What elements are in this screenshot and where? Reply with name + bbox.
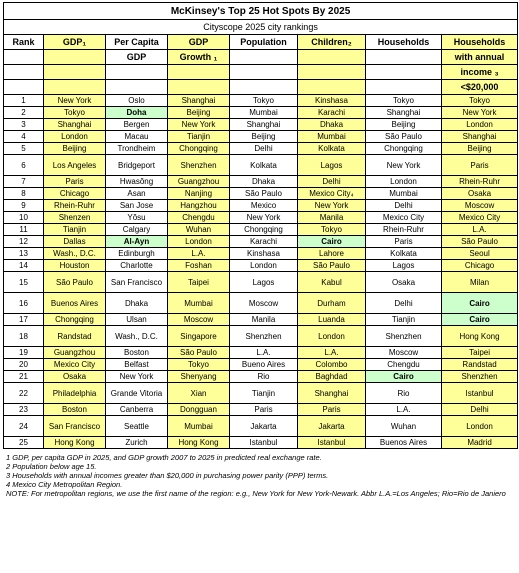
- header-cell: income ₃: [442, 65, 518, 80]
- city-cell: San Francisco: [106, 272, 168, 293]
- city-cell: Nanjing: [168, 188, 230, 200]
- header-cell: Households: [366, 35, 442, 50]
- city-cell: Shenyang: [168, 371, 230, 383]
- city-cell: Cairo: [366, 371, 442, 383]
- city-cell: Rhein-Ruhr: [442, 176, 518, 188]
- city-cell: Guangzhou: [44, 347, 106, 359]
- rank-cell: 7: [4, 176, 44, 188]
- table-row: [4, 188, 518, 200]
- city-cell: Wash., D.C.: [44, 248, 106, 260]
- city-cell: São Paulo: [230, 188, 298, 200]
- city-cell: Boston: [44, 404, 106, 416]
- table-row: [4, 326, 518, 347]
- city-cell: Jakarta: [298, 416, 366, 437]
- city-cell: L.A.: [366, 404, 442, 416]
- city-cell: Kinshasa: [298, 95, 366, 107]
- city-cell: Milan: [442, 272, 518, 293]
- city-cell: Shenzhen: [168, 155, 230, 176]
- city-cell: L.A.: [230, 347, 298, 359]
- city-cell: Dhaka: [298, 119, 366, 131]
- header-cell: [4, 80, 44, 95]
- table-row: [4, 437, 518, 449]
- city-cell: Chicago: [44, 188, 106, 200]
- rank-cell: 14: [4, 260, 44, 272]
- city-cell: Shenzen: [44, 212, 106, 224]
- table-row: [4, 155, 518, 176]
- city-cell: Doha: [106, 107, 168, 119]
- table-row: [4, 260, 518, 272]
- table-row: [4, 143, 518, 155]
- city-cell: Istanbul: [298, 437, 366, 449]
- table-row: [4, 176, 518, 188]
- city-cell: Wuhan: [366, 416, 442, 437]
- city-cell: Foshan: [168, 260, 230, 272]
- table-row: [4, 200, 518, 212]
- city-cell: Macau: [106, 131, 168, 143]
- rank-cell: 19: [4, 347, 44, 359]
- city-cell: Buenos Aires: [44, 293, 106, 314]
- table-row: [4, 416, 518, 437]
- rank-cell: 11: [4, 224, 44, 236]
- city-cell: Tianjin: [168, 131, 230, 143]
- city-cell: Delhi: [442, 404, 518, 416]
- city-cell: Dhaka: [106, 293, 168, 314]
- footnote: NOTE: For metropolitan regions, we use the first name of the region: e.g., New York for New York-Newark. Abbr L.A.=Los Angeles; Rio=Rio de Janiero: [6, 489, 506, 498]
- header-cell: Population: [230, 35, 298, 50]
- city-cell: Mexico City₄: [298, 188, 366, 200]
- header-cell: GDP: [168, 35, 230, 50]
- city-cell: Hong Kong: [442, 326, 518, 347]
- header-cell: [106, 80, 168, 95]
- city-cell: Paris: [44, 176, 106, 188]
- city-cell: Tianjin: [44, 224, 106, 236]
- city-cell: Rio: [230, 371, 298, 383]
- header-cell: GDP: [106, 50, 168, 65]
- city-cell: Beijing: [230, 131, 298, 143]
- city-cell: Delhi: [366, 200, 442, 212]
- header-cell: [4, 50, 44, 65]
- city-cell: L.A.: [298, 347, 366, 359]
- city-cell: Seoul: [442, 248, 518, 260]
- city-cell: Asan: [106, 188, 168, 200]
- header-row: [4, 35, 518, 50]
- city-cell: San Jose: [106, 200, 168, 212]
- city-cell: Tokyo: [168, 359, 230, 371]
- table-subtitle: Cityscope 2025 city rankings: [4, 20, 518, 35]
- header-cell: [298, 50, 366, 65]
- header-cell: [366, 50, 442, 65]
- city-cell: Shanghai: [298, 383, 366, 404]
- footnote: 3 Households with annual incomes greater than $20,000 in purchasing power parity (PPP) terms.: [6, 471, 329, 480]
- rank-cell: 22: [4, 383, 44, 404]
- header-cell: [4, 65, 44, 80]
- city-cell: Hangzhou: [168, 200, 230, 212]
- city-cell: Cairo: [442, 314, 518, 326]
- city-cell: Tokyo: [230, 95, 298, 107]
- city-cell: Mumbai: [168, 293, 230, 314]
- city-cell: London: [44, 131, 106, 143]
- city-cell: Xian: [168, 383, 230, 404]
- city-cell: Kolkata: [366, 248, 442, 260]
- city-cell: Chongqing: [168, 143, 230, 155]
- city-cell: Manila: [230, 314, 298, 326]
- city-cell: Rio: [366, 383, 442, 404]
- city-cell: Chongqing: [230, 224, 298, 236]
- city-cell: Philadelphia: [44, 383, 106, 404]
- header-cell: [230, 65, 298, 80]
- city-cell: Grande Vitoria: [106, 383, 168, 404]
- city-cell: Edinburgh: [106, 248, 168, 260]
- city-cell: Karachi: [230, 236, 298, 248]
- table-row: [4, 236, 518, 248]
- city-cell: Guangzhou: [168, 176, 230, 188]
- city-cell: Shanghai: [230, 119, 298, 131]
- rank-cell: 18: [4, 326, 44, 347]
- header-cell: [366, 65, 442, 80]
- city-cell: Dallas: [44, 236, 106, 248]
- header-cell: [106, 65, 168, 80]
- city-cell: New York: [168, 119, 230, 131]
- city-cell: Tokyo: [442, 95, 518, 107]
- header-cell: [230, 50, 298, 65]
- city-cell: Moscow: [442, 200, 518, 212]
- city-cell: Osaka: [366, 272, 442, 293]
- header-cell: Growth ₁: [168, 50, 230, 65]
- city-cell: Trondheim: [106, 143, 168, 155]
- header-cell: [230, 80, 298, 95]
- city-cell: Hong Kong: [168, 437, 230, 449]
- header-cell: Rank: [4, 35, 44, 50]
- city-cell: São Paulo: [44, 272, 106, 293]
- city-cell: Chicago: [442, 260, 518, 272]
- city-cell: London: [442, 416, 518, 437]
- header-cell: [168, 80, 230, 95]
- city-cell: New York: [442, 107, 518, 119]
- city-cell: Cairo: [442, 293, 518, 314]
- city-cell: Los Angeles: [44, 155, 106, 176]
- city-cell: San Francisco: [44, 416, 106, 437]
- city-cell: London: [366, 176, 442, 188]
- spreadsheet: [3, 2, 517, 498]
- city-cell: Tokyo: [44, 107, 106, 119]
- city-cell: Shanghai: [366, 107, 442, 119]
- city-cell: L.A.: [168, 248, 230, 260]
- city-cell: Charlotte: [106, 260, 168, 272]
- city-cell: São Paulo: [168, 347, 230, 359]
- header-cell: Children₂: [298, 35, 366, 50]
- city-cell: Kabul: [298, 272, 366, 293]
- footnote: 1 GDP, per capita GDP in 2025, and GDP growth 2007 to 2025 in predicted real exchange rate.: [6, 453, 322, 462]
- rank-cell: 17: [4, 314, 44, 326]
- rank-cell: 2: [4, 107, 44, 119]
- table-row: [4, 212, 518, 224]
- city-cell: Paris: [442, 155, 518, 176]
- table-title: McKinsey's Top 25 Hot Spots By 2025: [4, 3, 518, 20]
- rank-cell: 25: [4, 437, 44, 449]
- city-cell: Houston: [44, 260, 106, 272]
- rank-cell: 1: [4, 95, 44, 107]
- city-cell: Luanda: [298, 314, 366, 326]
- table-row: [4, 119, 518, 131]
- city-cell: São Paulo: [298, 260, 366, 272]
- city-cell: Yŏsu: [106, 212, 168, 224]
- table-row: [4, 383, 518, 404]
- table-row: [4, 359, 518, 371]
- city-cell: Singapore: [168, 326, 230, 347]
- table-row: [4, 224, 518, 236]
- rank-cell: 4: [4, 131, 44, 143]
- header-cell: [44, 80, 106, 95]
- header-cell: [298, 65, 366, 80]
- city-cell: Lahore: [298, 248, 366, 260]
- city-cell: New York: [44, 95, 106, 107]
- city-cell: Kolkata: [298, 143, 366, 155]
- city-cell: Tokyo: [298, 224, 366, 236]
- header-cell: <$20,000: [442, 80, 518, 95]
- city-cell: Taipei: [442, 347, 518, 359]
- city-cell: Chengdu: [366, 359, 442, 371]
- city-cell: Mexico City: [442, 212, 518, 224]
- city-cell: Wuhan: [168, 224, 230, 236]
- city-cell: Tianjin: [366, 314, 442, 326]
- footnote: 4 Mexico City Metropolitan Region.: [6, 480, 123, 489]
- header-cell: [44, 65, 106, 80]
- city-cell: Baghdad: [298, 371, 366, 383]
- city-cell: Bergen: [106, 119, 168, 131]
- city-cell: Dhaka: [230, 176, 298, 188]
- city-cell: Mexico City: [44, 359, 106, 371]
- city-cell: Beijing: [366, 119, 442, 131]
- city-cell: São Paulo: [366, 131, 442, 143]
- city-cell: Lagos: [230, 272, 298, 293]
- footnotes: [3, 453, 514, 498]
- city-cell: Zurich: [106, 437, 168, 449]
- city-cell: Delhi: [366, 293, 442, 314]
- header-cell: [366, 80, 442, 95]
- header-cell: Households: [442, 35, 518, 50]
- city-cell: Shenzhen: [230, 326, 298, 347]
- city-cell: Canberra: [106, 404, 168, 416]
- city-cell: Calgary: [106, 224, 168, 236]
- city-cell: Colombo: [298, 359, 366, 371]
- city-cell: London: [442, 119, 518, 131]
- table-row: [4, 293, 518, 314]
- city-cell: Rhein-Ruhr: [366, 224, 442, 236]
- city-cell: Hong Kong: [44, 437, 106, 449]
- city-cell: Osaka: [442, 188, 518, 200]
- rank-cell: 10: [4, 212, 44, 224]
- rank-cell: 6: [4, 155, 44, 176]
- city-cell: Buenos Aires: [366, 437, 442, 449]
- city-cell: Madrid: [442, 437, 518, 449]
- city-cell: Shenzhen: [366, 326, 442, 347]
- city-cell: Mexico: [230, 200, 298, 212]
- city-cell: Randstad: [442, 359, 518, 371]
- city-cell: Chengdu: [168, 212, 230, 224]
- city-cell: L.A.: [442, 224, 518, 236]
- header-cell: Per Capita: [106, 35, 168, 50]
- city-cell: Belfast: [106, 359, 168, 371]
- city-cell: Shanghai: [44, 119, 106, 131]
- footnote: 2 Population below age 15.: [6, 462, 97, 471]
- rank-cell: 15: [4, 272, 44, 293]
- city-cell: Istanbul: [442, 383, 518, 404]
- city-cell: Al-Ayn: [106, 236, 168, 248]
- header-row: [4, 80, 518, 95]
- header-cell: with annual: [442, 50, 518, 65]
- city-cell: Durham: [298, 293, 366, 314]
- city-cell: Wash., D.C.: [106, 326, 168, 347]
- city-cell: Delhi: [298, 176, 366, 188]
- city-cell: Istanbul: [230, 437, 298, 449]
- rank-cell: 20: [4, 359, 44, 371]
- city-cell: Shenzhen: [442, 371, 518, 383]
- city-cell: Rhein-Ruhr: [44, 200, 106, 212]
- city-cell: Boston: [106, 347, 168, 359]
- city-cell: New York: [106, 371, 168, 383]
- city-cell: Tianjin: [230, 383, 298, 404]
- city-cell: Bueno Aires: [230, 359, 298, 371]
- table-row: [4, 107, 518, 119]
- city-cell: New York: [366, 155, 442, 176]
- rank-cell: 13: [4, 248, 44, 260]
- city-cell: Bridgeport: [106, 155, 168, 176]
- rank-cell: 8: [4, 188, 44, 200]
- city-cell: Mumbai: [230, 107, 298, 119]
- rank-cell: 23: [4, 404, 44, 416]
- table-row: [4, 314, 518, 326]
- rank-cell: 24: [4, 416, 44, 437]
- city-cell: Ulsan: [106, 314, 168, 326]
- city-cell: Paris: [230, 404, 298, 416]
- city-cell: Moscow: [366, 347, 442, 359]
- table-row: [4, 371, 518, 383]
- city-cell: Delhi: [230, 143, 298, 155]
- city-cell: Dongguan: [168, 404, 230, 416]
- city-cell: Paris: [366, 236, 442, 248]
- header-row: [4, 50, 518, 65]
- city-cell: São Paulo: [442, 236, 518, 248]
- city-cell: Paris: [298, 404, 366, 416]
- rank-cell: 9: [4, 200, 44, 212]
- city-cell: Shanghai: [442, 131, 518, 143]
- city-cell: Mexico City: [366, 212, 442, 224]
- city-cell: Chongqing: [44, 314, 106, 326]
- rank-cell: 3: [4, 119, 44, 131]
- table-row: [4, 248, 518, 260]
- city-cell: Oslo: [106, 95, 168, 107]
- city-cell: Kolkata: [230, 155, 298, 176]
- city-cell: Lagos: [366, 260, 442, 272]
- city-cell: Hwasŏng: [106, 176, 168, 188]
- city-cell: Mumbai: [168, 416, 230, 437]
- city-cell: Lagos: [298, 155, 366, 176]
- header-cell: GDP₁: [44, 35, 106, 50]
- header-cell: [44, 50, 106, 65]
- city-cell: Manila: [298, 212, 366, 224]
- city-cell: Beijing: [168, 107, 230, 119]
- header-cell: [168, 65, 230, 80]
- city-cell: Jakarta: [230, 416, 298, 437]
- city-cell: Moscow: [230, 293, 298, 314]
- city-cell: Karachi: [298, 107, 366, 119]
- city-cell: New York: [230, 212, 298, 224]
- table-row: [4, 404, 518, 416]
- city-cell: Chongqing: [366, 143, 442, 155]
- city-cell: Beijing: [442, 143, 518, 155]
- city-cell: Taipei: [168, 272, 230, 293]
- table-row: [4, 95, 518, 107]
- city-cell: London: [230, 260, 298, 272]
- city-cell: Seattle: [106, 416, 168, 437]
- table-row: [4, 347, 518, 359]
- city-cell: Osaka: [44, 371, 106, 383]
- rank-cell: 5: [4, 143, 44, 155]
- city-cell: Randstad: [44, 326, 106, 347]
- table-row: [4, 272, 518, 293]
- city-cell: London: [168, 236, 230, 248]
- city-cell: Mumbai: [366, 188, 442, 200]
- city-cell: Tokyo: [366, 95, 442, 107]
- city-cell: Mumbai: [298, 131, 366, 143]
- city-cell: Shanghai: [168, 95, 230, 107]
- rank-cell: 12: [4, 236, 44, 248]
- city-cell: London: [298, 326, 366, 347]
- city-cell: Beijing: [44, 143, 106, 155]
- header-row: [4, 65, 518, 80]
- rank-cell: 21: [4, 371, 44, 383]
- rankings-table: [3, 2, 518, 449]
- city-cell: New York: [298, 200, 366, 212]
- city-cell: Moscow: [168, 314, 230, 326]
- table-row: [4, 131, 518, 143]
- rank-cell: 16: [4, 293, 44, 314]
- city-cell: Kinshasa: [230, 248, 298, 260]
- city-cell: Cairo: [298, 236, 366, 248]
- header-cell: [298, 80, 366, 95]
